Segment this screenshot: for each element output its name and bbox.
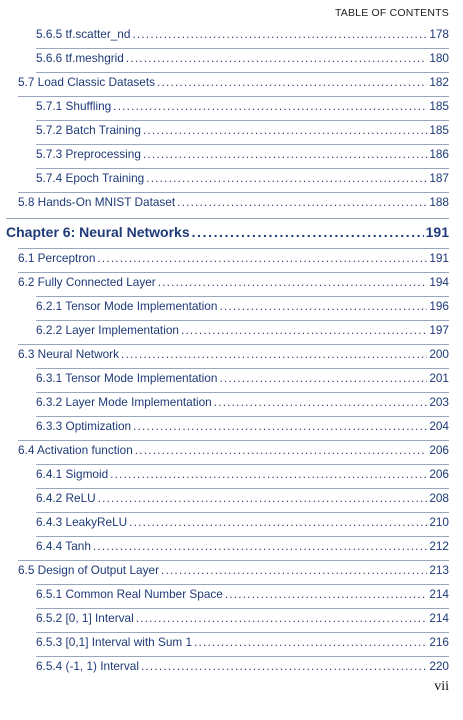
divider: [18, 440, 449, 441]
toc-entry[interactable]: [18, 75, 449, 91]
toc-entry[interactable]: [18, 563, 449, 579]
toc-entry-page: 213: [429, 563, 449, 577]
toc-entry-title: 5.7 Load Classic Datasets: [18, 75, 156, 89]
toc-entry-title: 6.5.3 [0,1] Interval with Sum 1: [36, 635, 193, 649]
toc-entry[interactable]: [36, 587, 449, 603]
toc-entry[interactable]: [36, 659, 449, 675]
toc-entry[interactable]: [36, 419, 449, 435]
toc-entry-page: 214: [429, 611, 449, 625]
divider: [36, 632, 449, 633]
dot-leader: [126, 51, 427, 65]
toc-entry-title: 6.5.1 Common Real Number Space: [36, 587, 223, 601]
dot-leader: [143, 147, 427, 161]
dot-leader: [93, 539, 427, 553]
toc-entry[interactable]: [36, 27, 449, 43]
divider: [36, 512, 449, 513]
dot-leader: [146, 171, 427, 185]
toc-entry-title: 6.5.2 [0, 1] Interval: [36, 611, 134, 625]
toc-entry-title: Chapter 6: Neural Networks: [6, 224, 190, 240]
toc-entry-title: 6.2.1 Tensor Mode Implementation: [36, 299, 218, 313]
toc-entry-page: 185: [429, 99, 449, 113]
dot-leader: [113, 99, 427, 113]
dot-leader: [141, 659, 427, 673]
toc-entry[interactable]: [36, 491, 449, 507]
toc-entry-page: 196: [429, 299, 449, 313]
toc-entry-page: 210: [429, 515, 449, 529]
toc-entry-page: 220: [429, 659, 449, 673]
toc-entry[interactable]: [18, 347, 449, 363]
toc-entry-page: 197: [429, 323, 449, 337]
toc-entry-page: 194: [429, 275, 449, 289]
dot-leader: [219, 299, 427, 313]
toc-entry-title: 6.4.1 Sigmoid: [36, 467, 109, 481]
toc-entry[interactable]: [18, 275, 449, 291]
toc-entry-title: 6.3.3 Optimization: [36, 419, 132, 433]
toc-entry[interactable]: [36, 539, 449, 555]
dot-leader: [110, 467, 427, 481]
dot-leader: [129, 515, 427, 529]
toc-entry-title: 6.4 Activation function: [18, 443, 133, 457]
toc-entry-page: 182: [429, 75, 449, 89]
toc-entry[interactable]: [36, 611, 449, 627]
toc-entry-title: 6.3.1 Tensor Mode Implementation: [36, 371, 218, 385]
toc-entry-title: 6.4.4 Tanh: [36, 539, 91, 553]
divider: [36, 608, 449, 609]
divider: [36, 584, 449, 585]
divider: [36, 656, 449, 657]
divider: [18, 96, 449, 97]
toc-entry-title: 5.7.1 Shuffling: [36, 99, 112, 113]
dot-leader: [181, 323, 427, 337]
toc-entry-title: 6.4.3 LeakyReLU: [36, 515, 128, 529]
divider: [36, 144, 449, 145]
toc-entry-page: 216: [429, 635, 449, 649]
divider: [18, 248, 449, 249]
page-number: vii: [434, 679, 449, 694]
toc-entry-title: 6.1 Perceptron: [18, 251, 96, 265]
toc-entry-page: 214: [429, 587, 449, 601]
toc-entry-page: 187: [429, 171, 449, 185]
dot-leader: [158, 275, 428, 289]
toc-entry-page: 178: [429, 27, 449, 41]
dot-leader: [132, 27, 427, 41]
toc-entry[interactable]: [18, 443, 449, 459]
toc-entry-page: 200: [429, 347, 449, 361]
divider: [36, 48, 449, 49]
dot-leader: [161, 563, 427, 577]
toc-entry-title: 6.2.2 Layer Implementation: [36, 323, 179, 337]
toc-entry-title: 6.3.2 Layer Mode Implementation: [36, 395, 212, 409]
toc-entry-title: 6.4.2 ReLU: [36, 491, 96, 505]
dot-leader: [219, 371, 427, 385]
divider: [6, 218, 449, 219]
toc-entry[interactable]: [36, 51, 449, 67]
toc-entry[interactable]: [36, 147, 449, 163]
dot-leader: [98, 491, 428, 505]
dot-leader: [135, 443, 428, 457]
toc-entry-page: 185: [429, 123, 449, 137]
toc-entry-title: 5.6.5 tf.scatter_nd: [36, 27, 131, 41]
toc-entry-page: 186: [429, 147, 449, 161]
toc-entry-title: 6.3 Neural Network: [18, 347, 119, 361]
dot-leader: [97, 251, 427, 265]
divider: [36, 488, 449, 489]
divider: [18, 344, 449, 345]
toc-entry-title: 6.2 Fully Connected Layer: [18, 275, 156, 289]
toc-entry[interactable]: [36, 371, 449, 387]
toc-entry[interactable]: [36, 323, 449, 339]
running-header: TABLE OF CONTENTS: [334, 7, 449, 19]
toc-entry[interactable]: [36, 299, 449, 315]
toc-entry[interactable]: [36, 123, 449, 139]
divider: [36, 72, 449, 73]
toc-entry[interactable]: [18, 195, 449, 211]
dot-leader: [192, 224, 424, 240]
divider: [36, 296, 449, 297]
toc-chapter-entry[interactable]: [6, 224, 449, 242]
toc-entry-page: 206: [429, 443, 449, 457]
dot-leader: [214, 395, 428, 409]
divider: [18, 560, 449, 561]
dot-leader: [177, 195, 427, 209]
toc-entry-title: 5.7.4 Epoch Training: [36, 171, 145, 185]
dot-leader: [133, 419, 427, 433]
divider: [36, 168, 449, 169]
toc-entry-title: 5.7.3 Preprocessing: [36, 147, 141, 161]
divider: [36, 120, 449, 121]
dot-leader: [225, 587, 427, 601]
toc-entry-title: 5.7.2 Batch Training: [36, 123, 141, 137]
toc-entry-title: 5.6.6 tf.meshgrid: [36, 51, 124, 65]
divider: [36, 368, 449, 369]
toc-entry[interactable]: [36, 99, 449, 115]
divider: [36, 320, 449, 321]
divider: [36, 392, 449, 393]
toc-entry-page: 191: [425, 224, 449, 240]
toc-entry-page: 191: [429, 251, 449, 265]
dot-leader: [143, 123, 427, 137]
divider: [18, 272, 449, 273]
toc-entry[interactable]: [36, 515, 449, 531]
divider: [18, 192, 449, 193]
toc-entry[interactable]: [36, 635, 449, 651]
toc-entry-page: 204: [429, 419, 449, 433]
toc-entry-page: 188: [429, 195, 449, 209]
toc-entry-title: 5.8 Hands-On MNIST Dataset: [18, 195, 176, 209]
dot-leader: [194, 635, 427, 649]
toc-entry-page: 212: [429, 539, 449, 553]
toc-entry[interactable]: [36, 395, 449, 411]
toc-entry[interactable]: [36, 467, 449, 483]
dot-leader: [121, 347, 427, 361]
toc-entry[interactable]: [18, 251, 449, 267]
dot-leader: [157, 75, 427, 89]
divider: [36, 536, 449, 537]
toc-entry-page: 201: [429, 371, 449, 385]
toc-entry-title: 6.5 Design of Output Layer: [18, 563, 159, 577]
toc-entry-title: 6.5.4 (-1, 1) Interval: [36, 659, 139, 673]
toc-entry-page: 208: [429, 491, 449, 505]
toc-entry-page: 203: [429, 395, 449, 409]
toc-entry[interactable]: [36, 171, 449, 187]
divider: [36, 464, 449, 465]
toc-entry-page: 206: [429, 467, 449, 481]
dot-leader: [136, 611, 428, 625]
divider: [36, 416, 449, 417]
toc-entry-page: 180: [429, 51, 449, 65]
